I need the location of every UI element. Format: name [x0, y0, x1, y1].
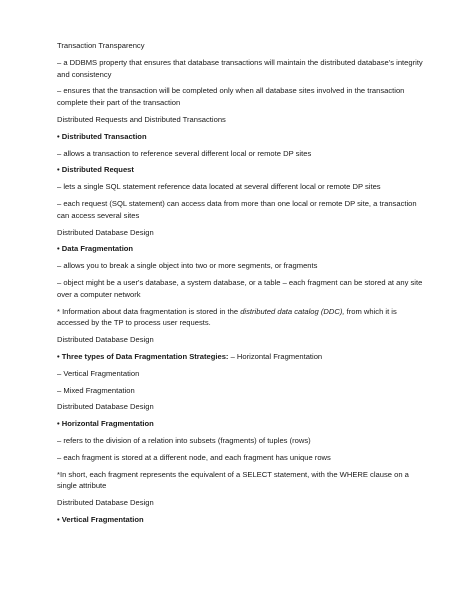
paragraph-fragmentation-strategies	[57, 351, 423, 363]
text-segment: – Horizontal Fragmentation	[228, 351, 323, 361]
heading-distributed-database-design: Distributed Database Design	[57, 227, 154, 237]
paragraph-ddc-info	[57, 306, 423, 330]
paragraph: – Vertical Fragmentation	[57, 368, 140, 378]
paragraph: – ensures that the transaction will be completed only when all database sites involved in the transaction complete their part of the transaction	[57, 86, 405, 108]
heading-transaction-transparency: Transaction Transparency	[57, 41, 145, 50]
paragraph: – a DDBMS property that ensures that database transactions will maintain the distributed database's integrity and consistency	[57, 57, 423, 79]
heading-distributed-requests: Distributed Requests and Distributed Transactions	[57, 114, 226, 124]
paragraph: – allows a transaction to reference several different local or remote DP sites	[57, 148, 312, 158]
document-body	[57, 40, 423, 531]
paragraph: *In short, each fragment represents the equivalent of a SELECT statement, with the WHERE clause on a single attribute	[57, 469, 409, 491]
paragraph: – Mixed Fragmentation	[57, 385, 135, 395]
paragraph: – refers to the division of a relation into subsets (fragments) of tuples (rows)	[57, 435, 311, 445]
heading-distributed-database-design: Distributed Database Design	[57, 335, 154, 345]
heading-distributed-database-design: Distributed Database Design	[57, 498, 154, 508]
bullet-vertical-fragmentation: • Vertical Fragmentation	[57, 514, 144, 524]
italic-ddc: distributed data catalog (DDC),	[240, 306, 345, 316]
heading-distributed-database-design: Distributed Database Design	[57, 402, 154, 412]
paragraph: – lets a single SQL statement reference data located at several different local or remote DP sites	[57, 182, 381, 192]
text-segment: from which it is accessed by the TP to process user requests.	[57, 306, 397, 328]
bullet-distributed-transaction: • Distributed Transaction	[57, 131, 147, 141]
bold-strategies: • Three types of Data Fragmentation Strategies:	[57, 351, 229, 361]
text-segment: * Information about data fragmentation is stored in the	[57, 306, 241, 316]
bullet-horizontal-fragmentation: • Horizontal Fragmentation	[57, 419, 154, 429]
paragraph: – each fragment is stored at a different node, and each fragment has unique rows	[57, 452, 331, 462]
bullet-distributed-request: • Distributed Request	[57, 165, 134, 175]
bullet-data-fragmentation: • Data Fragmentation	[57, 244, 134, 254]
paragraph: – allows you to break a single object into two or more segments, or fragments	[57, 261, 318, 271]
paragraph: – each request (SQL statement) can access data from more than one local or remote DP site, a transaction can access several sites	[57, 198, 417, 220]
paragraph: – object might be a user's database, a system database, or a table – each fragment can be stored at any site over a computer network	[57, 277, 423, 299]
